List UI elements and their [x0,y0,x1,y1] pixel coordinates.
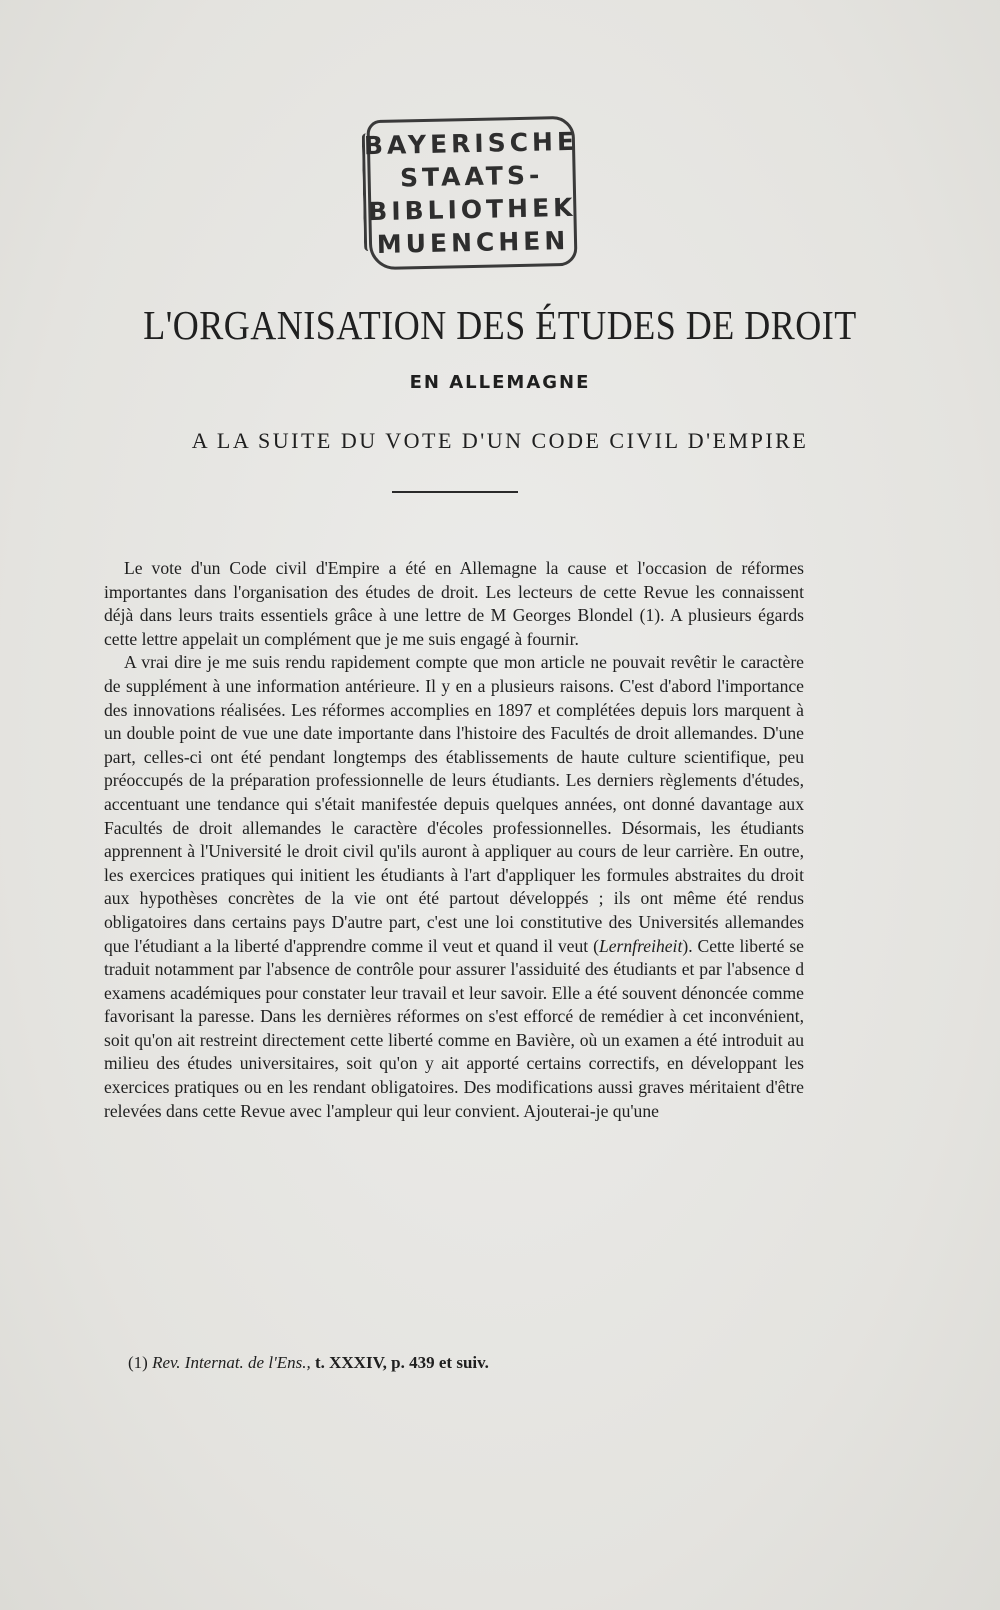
footnote-reference: t. XXXIV, p. 439 et suiv. [314,1353,489,1372]
article-subtitle: EN ALLEMAGNE [409,372,591,393]
body-paragraph: Le vote d'un Code civil d'Empire a été en Allemagne la cause et l'occasion de réformes importantes dans l'organisation des études de droit. Les lecteurs de cette Revue les connaissent déjà dans leurs traits essentiels grâce à une lettre de M Georges Blondel (1). A plusieurs égards cette lettre appelait un complément que je me suis engagé à fournir. [104,558,804,649]
footnote-marker: (1) [128,1353,148,1372]
footnote [128,1353,489,1373]
article-body [104,557,804,1123]
body-paragraph: A vrai dire je me suis rendu rapidement compte que mon article ne pouvait revêtir le caractère de supplément à une information antérieure. Il y en a plusieurs raisons. C'est d'abord l'importance des innovations réalisées. Les réformes accomplies en 1897 et complétées depuis lors marquent à un double point de vue une date importante dans l'histoire des Facultés de droit allemandes. D'une part, celles-ci ont été pendant longtemps des établissements de haute culture scientifique, peu préoccupés de la préparation professionnelle de leurs étudiants. Les derniers règlements d'études, accentuant une tendance qui s'était manifestée depuis quelques années, ont donné davantage aux Facultés de droit allemandes le caractère d'écoles professionnelles. Désormais, les étudiants apprennent à l'Université le droit civil qu'ils auront à appliquer au cours de leur carrière. En outre, les exercices pratiques qui initient les étudiants à l'art d'appliquer les formules abstraites du droit aux hypothèses concrètes de la vie ont été partout développés ; ils ont même été rendus obligatoires dans certains pays D'autre part, c'est une loi constitutive des Universités allemandes que l'étudiant a la liberté d'apprendre comme il veut et quand il veut (Lernfreiheit). Cette liberté se traduit notamment par l'absence de contrôle pour assurer l'assiduité des étudiants et par l'absence d examens académiques pour constater leur travail et leur savoir. Elle a été souvent dénoncée comme favorisant la paresse. Dans les dernières réformes on s'est efforcé de remédier à cet inconvénient, soit qu'on ait restreint directement cette liberté comme en Bavière, où un examen a été introduit au milieu des études universitaires, soit qu'on y ait apporté certains correctifs, en développant les exercices pratiques ou en les rendant obligatoires. Des modifications aussi graves méritaient d'être relevées dans cette Revue avec l'ampleur qui leur convient. Ajouterai-je qu'une [104,652,804,1121]
article-subheading: A LA SUITE DU VOTE D'UN CODE CIVIL D'EMPIRE [191,428,809,453]
library-stamp [363,116,579,270]
italic-term: Lernfreiheit [598,935,683,956]
title-divider [392,491,518,493]
stamp-line: BIBLIOTHEK [367,192,577,226]
stamp-line: BAYERISCHE [363,126,579,160]
stamp-line: STAATS- [399,160,544,193]
article-title: L'ORGANISATION DES ÉTUDES DE DROIT [143,302,857,348]
stamp-line: MUENCHEN [376,225,570,259]
footnote-source: Rev. Internat. de l'Ens., [152,1353,311,1372]
